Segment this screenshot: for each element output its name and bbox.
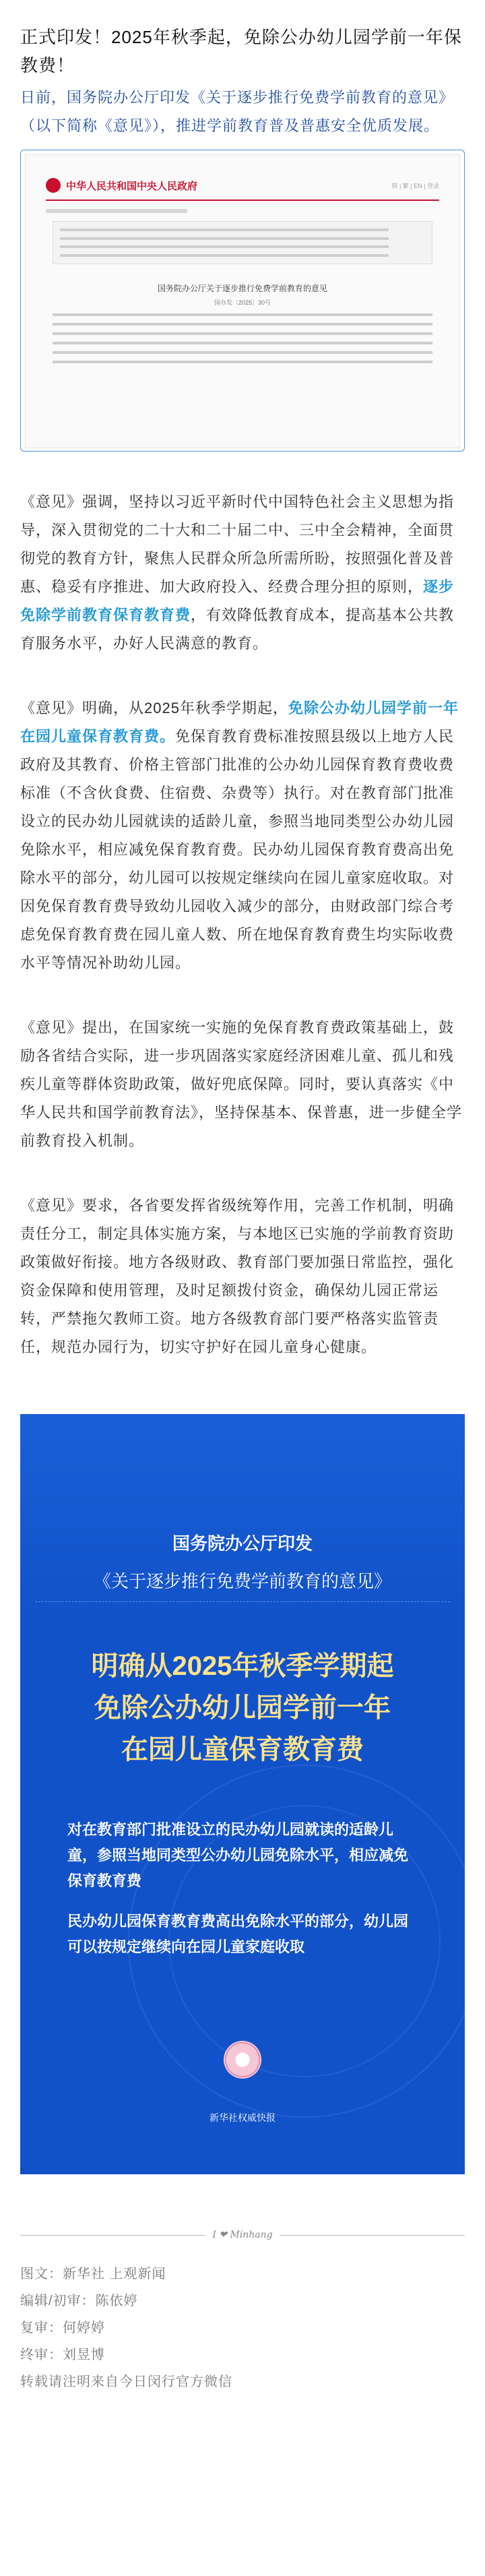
credit-line: 转载请注明来自今日闵行官方微信 bbox=[20, 2374, 232, 2389]
divider-line bbox=[280, 2235, 465, 2236]
poster-headline bbox=[20, 1645, 465, 1771]
poster-issuer: 国务院办公厅印发 bbox=[172, 1533, 313, 1554]
gov-header bbox=[26, 155, 459, 193]
paragraph-1 bbox=[0, 488, 485, 658]
doc-text-line bbox=[53, 332, 432, 335]
meta-line bbox=[60, 228, 389, 231]
doc-number: 国办发〔2025〕30号 bbox=[214, 299, 271, 306]
article-lead: 日前，国务院办公厅印发《关于逐步推行免费学前教育的意见》（以下简称《意见》），推进学前教育普及普惠安全优质发展。 bbox=[20, 89, 455, 134]
infographic-poster[interactable] bbox=[20, 1414, 465, 2174]
paragraph-2 bbox=[0, 694, 485, 977]
poster-doc-title: 《关于逐步推行免费学前教育的意见》 bbox=[93, 1571, 391, 1591]
doc-meta-table bbox=[53, 221, 432, 264]
paragraph-2-text-a: 《意见》明确，从2025年秋季学期起， bbox=[20, 700, 288, 716]
poster-headline-line: 明确从2025年秋季学期起 bbox=[91, 1651, 394, 1681]
xinhua-logo-icon bbox=[224, 2041, 261, 2079]
poster-body-2: 民办幼儿园保育教育费高出免除水平的部分，幼儿园可以按规定继续向在园儿童家庭收取 bbox=[67, 1913, 409, 1955]
doc-title: 国务院办公厅关于逐步推行免费学前教育的意见 bbox=[157, 284, 327, 293]
poster-credit: 新华社权威快报 bbox=[209, 2112, 276, 2123]
paragraph-1-text-a: 《意见》强调，坚持以习近平新时代中国特色社会主义思想为指导，深入贯彻党的二十大和二十届二中、三中全会精神，全面贯彻党的教育方针，聚焦人民群众所急所需所盼，按照强化普及普惠、稳妥有序推进、加大政府投入、经费合理分担的原则， bbox=[20, 493, 455, 595]
credit-line: 图文：新华社 上观新闻 bbox=[20, 2267, 166, 2281]
paragraph-1-text-b: ，有效降低教育成本，提高基本公共教育服务水平，办好人民满意的教育。 bbox=[20, 607, 455, 652]
poster-body-1: 对在教育部门批准设立的民办幼儿园就读的适龄儿童，参照当地同类型公办幼儿园免除水平，相应减免保育教育费 bbox=[67, 1821, 409, 1889]
credit-line: 复审：何婷婷 bbox=[20, 2321, 105, 2335]
doc-text-line bbox=[53, 361, 432, 363]
paragraph-4: 《意见》要求，各省要发挥省级统筹作用，完善工作机制，明确责任分工，制定具体实施方案，与本地区已实施的学前教育资助政策做好衔接。地方各级财政、教育部门要加强日常监控，强化资金保障和使用管理，及时足额拨付资金，确保幼儿园正常运转，严禁拖欠教师工资。地方各级教育部门要严格落实监管责任，规范办园行为，切实守护好在园儿童身心健康。 bbox=[20, 1197, 455, 1355]
document-page bbox=[25, 154, 460, 448]
credit-line: 编辑/初审：陈依婷 bbox=[20, 2294, 138, 2308]
breadcrumb-placeholder bbox=[46, 209, 187, 213]
divider-line bbox=[20, 2235, 205, 2236]
poster-divider bbox=[35, 1601, 450, 1602]
paragraph-2-highlight: 免除公办幼儿园学前一年在园儿童保育教育费。 bbox=[20, 700, 459, 745]
doc-text-line bbox=[53, 342, 432, 344]
signature-divider bbox=[20, 2230, 465, 2240]
paragraph-3: 《意见》提出，在国家统一实施的免保育教育费政策基础上，鼓励各省结合实际，进一步巩固落实家庭经济困难儿童、孤儿和残疾儿童等群体资助政策，做好兜底保障。同时，要认真落实《中华人民共和国学前教育法》，坚持保基本、保普惠，进一步健全学前教育投入机制。 bbox=[20, 1019, 463, 1149]
gov-nav-links: 简 | 繁 | EN | 登录 bbox=[391, 182, 439, 189]
poster-headline-line: 在园儿童保育教育费 bbox=[121, 1735, 364, 1765]
poster-headline-line: 免除公办幼儿园学前一年 bbox=[94, 1693, 391, 1723]
meta-line bbox=[60, 245, 389, 248]
paragraph-1-highlight: 逐步免除学前教育保育教育费 bbox=[20, 578, 455, 623]
doc-text-line bbox=[53, 351, 432, 354]
signature-text: I ❤ Minhang bbox=[212, 2230, 273, 2240]
document-screenshot-image[interactable] bbox=[20, 150, 465, 452]
credit-line: 终审：刘昱博 bbox=[20, 2348, 105, 2362]
article-title: 正式印发！2025年秋季起，免除公办幼儿园学前一年保教费！ bbox=[20, 27, 462, 75]
meta-line bbox=[60, 237, 389, 240]
meta-line bbox=[60, 254, 389, 257]
doc-text-line bbox=[53, 313, 432, 316]
paragraph-2-text-b: 免保育教育费标准按照县级以上地方人民政府及其教育、价格主管部门批准的公办幼儿园保育教育费收费标准（不含伙食费、住宿费、杂费等）执行。对在教育部门批准设立的民办幼儿园就读的适龄儿童，参照当地同类型公办幼儿园免除水平，相应减免保育教育费。民办幼儿园保育教育费高出免除水平的部分，幼儿园可以按规定继续向在园儿童家庭收取。对因免保育教育费导致幼儿园收入减少的部分，由财政部门综合考虑免保育教育费在园儿童人数、所在地保育教育费生均实际收费水平等情况补助幼儿园。 bbox=[20, 728, 455, 971]
gov-site-name: 中华人民共和国中央人民政府 bbox=[66, 180, 198, 192]
doc-text-line bbox=[53, 323, 432, 326]
poster-logo bbox=[20, 2041, 465, 2079]
credits-block bbox=[0, 2240, 485, 2395]
national-emblem-icon bbox=[46, 178, 61, 193]
header-divider bbox=[46, 200, 439, 201]
